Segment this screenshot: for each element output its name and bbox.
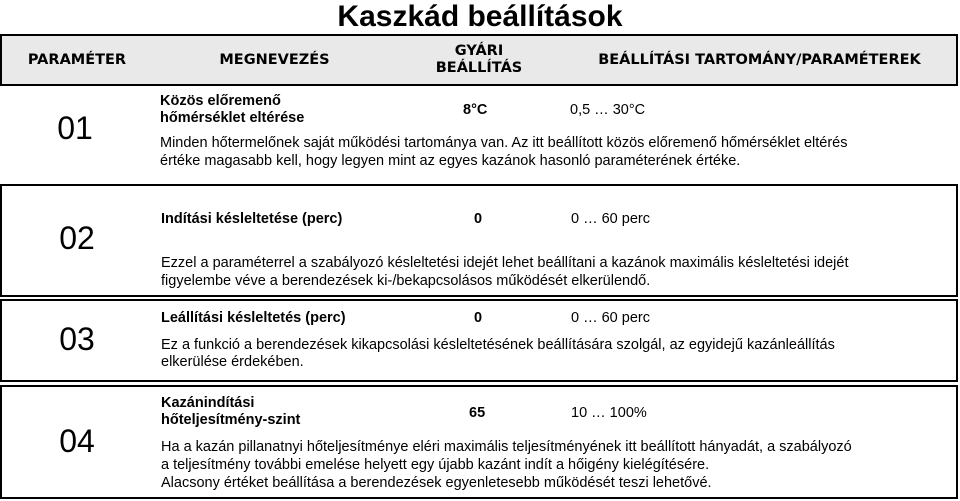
parameter-name: Indítási késleltetése (perc) xyxy=(161,211,343,227)
parameter-number: 03 xyxy=(59,321,95,357)
parameter-description-line1: Ha a kazán pillanatnyi hőteljesítménye eléri maximális teljesítményének itt beállított hányadát, a szabályozó xyxy=(161,439,852,455)
parameter-description-line2: értéke magasabb kell, hogy legyen mint az egyes kazánok hasonló paraméterének értéke. xyxy=(160,153,741,169)
parameter-range: 0 … 60 perc xyxy=(571,211,650,227)
parameter-name-line1: Kazánindítási xyxy=(161,395,255,411)
parameter-row-03 xyxy=(0,299,958,382)
parameter-default: 0 xyxy=(474,310,483,326)
header-default-line1: GYÁRI xyxy=(454,43,504,59)
parameter-range: 10 … 100% xyxy=(571,405,647,421)
parameter-description-line1: Ez a funkció a berendezések kikapcsolási késleltetésének beállítására szolgál, az egyidejű kazánleállítás xyxy=(161,337,835,353)
header-default-line2: BEÁLLÍTÁS xyxy=(435,60,523,76)
parameter-name-line1: Közös előremenő xyxy=(160,93,281,109)
parameter-row-01 xyxy=(0,88,958,180)
parameter-number: 01 xyxy=(57,110,93,146)
parameter-default: 8°C xyxy=(463,102,488,118)
parameter-default: 65 xyxy=(469,405,486,421)
parameter-range: 0 … 60 perc xyxy=(571,310,650,326)
table-header xyxy=(0,34,958,86)
header-default xyxy=(414,36,544,84)
parameter-name: Leállítási késleltetés (perc) xyxy=(161,310,346,326)
page-title: Kaszkád beállítások xyxy=(337,0,623,33)
parameter-description-line2: figyelembe véve a berendezések ki-/bekapcsolásos működését elkerülendő. xyxy=(161,273,651,289)
parameter-description-line2: a teljesítmény további emelése helyett egy újabb kazánt indít a hőigény kielégítésére. xyxy=(161,457,710,473)
parameter-row-02 xyxy=(0,184,958,297)
parameter-description-line3: Alacsony értéket beállítása a berendezések egyenletesebb működését teszi lehetővé. xyxy=(161,475,712,491)
parameter-name-line2: hőmérséklet eltérése xyxy=(160,110,305,126)
parameter-number: 04 xyxy=(59,423,95,459)
parameter-description-line1: Minden hőtermelőnek saját működési tartománya van. Az itt beállított közös előremenő hőmérséklet eltérés xyxy=(160,135,848,151)
header-name: MEGNEVEZÉS xyxy=(219,51,330,68)
parameter-description-line1: Ezzel a paraméterrel a szabályozó késleltetési idejét lehet beállítani a kazánok maximális késleltetési idejét xyxy=(161,255,849,271)
header-range: BEÁLLÍTÁSI TARTOMÁNY/PARAMÉTEREK xyxy=(598,51,921,68)
parameter-range: 0,5 … 30°C xyxy=(570,102,646,118)
parameter-description-line2: elkerülése érdekében. xyxy=(161,354,304,370)
parameter-row-04 xyxy=(0,385,958,499)
parameter-default: 0 xyxy=(474,211,483,227)
parameter-name-line2: hőteljesítmény-szint xyxy=(161,412,301,428)
parameter-number: 02 xyxy=(59,220,95,256)
header-parameter: PARAMÉTER xyxy=(27,51,127,68)
